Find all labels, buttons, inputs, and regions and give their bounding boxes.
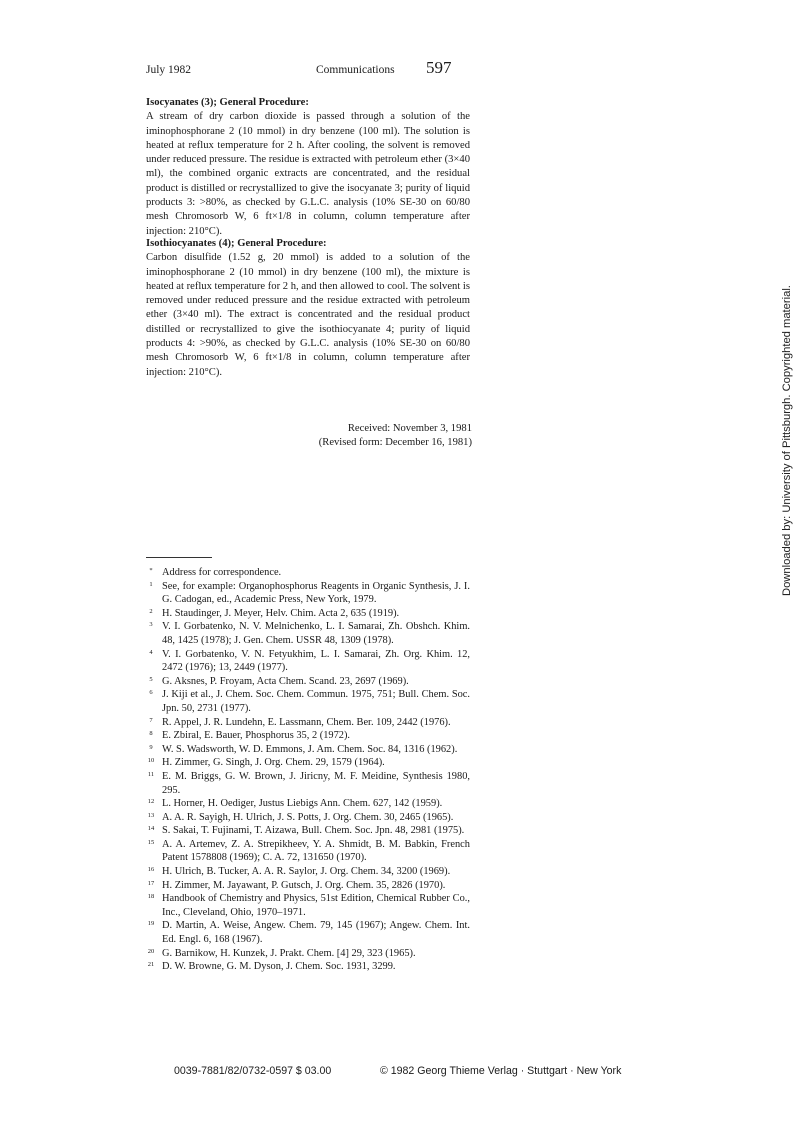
revised-date: (Revised form: December 16, 1981)	[318, 437, 472, 448]
reference-item	[146, 811, 470, 825]
running-header-date: July 1982	[146, 64, 192, 76]
reference-number: 2	[149, 607, 153, 615]
reference-item	[146, 620, 470, 647]
section-heading: Isothiocyanates (4); General Procedure:	[146, 238, 327, 249]
reference-text: E. Zbiral, E. Bauer, Phosphorus 35, 2 (1972).	[162, 730, 351, 742]
reference-number: 21	[147, 961, 155, 969]
reference-number: 12	[147, 798, 155, 806]
reference-text: See, for example: Organophosphorus Reagents in Organic Synthesis, J. I. G. Cadogan, ed., Academic Press, New York, 1979.	[162, 580, 470, 606]
reference-text: G. Barnikow, H. Kunzek, J. Prakt. Chem. [4] 29, 323 (1965).	[162, 947, 416, 959]
reference-item	[146, 838, 470, 865]
footnote-divider	[146, 557, 212, 558]
reference-item	[146, 960, 470, 974]
reference-item	[146, 675, 470, 689]
reference-item	[146, 919, 470, 946]
reference-text: S. Sakai, T. Fujinami, T. Aizawa, Bull. Chem. Soc. Jpn. 48, 2981 (1975).	[162, 825, 465, 837]
issn-line: 0039-7881/82/0732-0597 $ 03.00	[174, 1065, 332, 1077]
reference-number: 16	[147, 866, 155, 874]
reference-text: V. I. Gorbatenko, V. N. Fetyukhim, L. I. Samarai, Zh. Org. Khim. 12, 2472 (1976); 13, 2449 (1977).	[162, 648, 470, 674]
reference-item	[146, 879, 470, 893]
reference-number: 20	[147, 947, 155, 955]
running-header-section: Communications	[316, 64, 395, 76]
reference-item	[146, 756, 470, 770]
reference-item	[146, 580, 470, 607]
reference-number: 5	[149, 675, 153, 683]
reference-text: V. I. Gorbatenko, N. V. Melnichenko, L. I. Samarai, Zh. Obshch. Khim. 48, 1425 (1978); J. Gen. Chem. USSR 48, 1309 (1978).	[162, 621, 470, 646]
reference-number: 1	[149, 580, 153, 588]
reference-item	[146, 716, 470, 730]
reference-item	[146, 824, 470, 838]
reference-number: 6	[149, 689, 153, 697]
reference-item	[146, 688, 470, 715]
section-body: A stream of dry carbon dioxide is passed through a solution of the iminophosphorane 2 (10 mmol) in dry benzene (100 ml). The solution is heated at reflux temperature for 2 h. After cooling, the solvent is removed under reduced pressure. The residue is extracted with petroleum ether (3×40 ml), the combined organic extracts are concentrated, and the residual product is distilled or recrystallized to give the isocyanate 3; purity of liquid products 3: >80%, as checked by G.L.C. analysis (10% SE-30 on 60/80 mesh Chromosorb W, 6 ft×1/8 in column, column temperature after injection: 210°C).	[146, 111, 470, 237]
reference-text: H. Zimmer, M. Jayawant, P. Gutsch, J. Org. Chem. 35, 2826 (1970).	[162, 879, 446, 891]
reference-number: 15	[147, 838, 155, 846]
reference-number: 3	[149, 621, 153, 629]
isothiocyanates-section	[146, 237, 470, 380]
reference-text: D. Martin, A. Weise, Angew. Chem. 79, 145 (1967); Angew. Chem. Int. Ed. Engl. 6, 168 (1967).	[162, 920, 470, 946]
reference-item	[146, 729, 470, 743]
reference-item	[146, 865, 470, 879]
reference-number: 19	[147, 920, 155, 928]
section-body: Carbon disulfide (1.52 g, 20 mmol) is added to a solution of the iminophosphorane 2 (10 mmol) in dry benzene (100 ml), the mixture is heated at reflux temperature for 2 h, and then allowed to cool. The solvent is removed under reduced pressure and the residue extracted with petroleum ether (3×40 ml). The extract is concentrated and the residual product distilled or recrystallized to give the isothiocyanate 4; purity of liquid products 4: >90%, as checked by G.L.C. analysis (10% SE-30 on 60/80 mesh Chromosorb W, 6 ft×1/8 in column, column temperature after injection: 210°C).	[146, 252, 470, 378]
reference-text: D. W. Browne, G. M. Dyson, J. Chem. Soc. 1931, 3299.	[162, 961, 396, 973]
reference-number: *	[149, 567, 153, 574]
reference-number: 17	[147, 879, 155, 887]
copyright-line: © 1982 Georg Thieme Verlag · Stuttgart · New York	[380, 1065, 622, 1077]
reference-item	[146, 797, 470, 811]
reference-number: 7	[149, 716, 153, 724]
reference-number: 14	[147, 825, 155, 833]
download-watermark: Downloaded by: University of Pittsburgh. Copyrighted material.	[781, 285, 793, 596]
reference-number: 11	[147, 770, 155, 778]
reference-item	[146, 892, 470, 919]
reference-number: 10	[147, 757, 155, 765]
reference-text: E. M. Briggs, G. W. Brown, J. Jiricny, M. F. Meidine, Synthesis 1980, 295.	[162, 770, 470, 796]
reference-item	[146, 770, 470, 797]
reference-text: G. Aksnes, P. Froyam, Acta Chem. Scand. 23, 2697 (1969).	[162, 675, 409, 687]
reference-text: H. Staudinger, J. Meyer, Helv. Chim. Acta 2, 635 (1919).	[162, 607, 400, 619]
reference-item	[146, 743, 470, 757]
reference-number: 8	[149, 730, 153, 738]
reference-text: Address for correspondence.	[162, 567, 282, 578]
reference-item	[146, 566, 470, 580]
reference-item	[146, 648, 470, 675]
reference-number: 18	[147, 893, 155, 901]
reference-text: L. Horner, H. Oediger, Justus Liebigs Ann. Chem. 627, 142 (1959).	[162, 798, 443, 810]
reference-text: J. Kiji et al., J. Chem. Soc. Chem. Commun. 1975, 751; Bull. Chem. Soc. Jpn. 50, 2731 (1977).	[162, 689, 470, 714]
reference-text: A. A. Artemev, Z. A. Strepikheev, Y. A. Shmidt, B. M. Babkin, French Patent 1578808 (1969); C. A. 72, 131650 (1970).	[162, 838, 470, 864]
received-dates	[300, 422, 472, 450]
reference-text: H. Zimmer, G. Singh, J. Org. Chem. 29, 1579 (1964).	[162, 757, 385, 769]
received-date: Received: November 3, 1981	[347, 423, 472, 434]
reference-number: 9	[149, 743, 153, 751]
reference-text: R. Appel, J. R. Lundehn, E. Lassmann, Chem. Ber. 109, 2442 (1976).	[162, 716, 451, 728]
reference-text: H. Ulrich, B. Tucker, A. A. R. Saylor, J. Org. Chem. 34, 3200 (1969).	[162, 866, 451, 878]
isocyanates-section	[146, 96, 470, 239]
reference-item	[146, 607, 470, 621]
reference-item	[146, 947, 470, 961]
reference-text: Handbook of Chemistry and Physics, 51st Edition, Chemical Rubber Co., Inc., Cleveland, Ohio, 1970–1971.	[162, 893, 470, 918]
section-heading: Isocyanates (3); General Procedure:	[146, 97, 309, 108]
page-number: 597	[426, 58, 452, 77]
references-list	[146, 566, 470, 974]
reference-number: 4	[149, 648, 153, 656]
reference-number: 13	[147, 811, 155, 819]
reference-text: A. A. R. Sayigh, H. Ulrich, J. S. Potts, J. Org. Chem. 30, 2465 (1965).	[162, 811, 454, 823]
reference-text: W. S. Wadsworth, W. D. Emmons, J. Am. Chem. Soc. 84, 1316 (1962).	[162, 743, 458, 755]
